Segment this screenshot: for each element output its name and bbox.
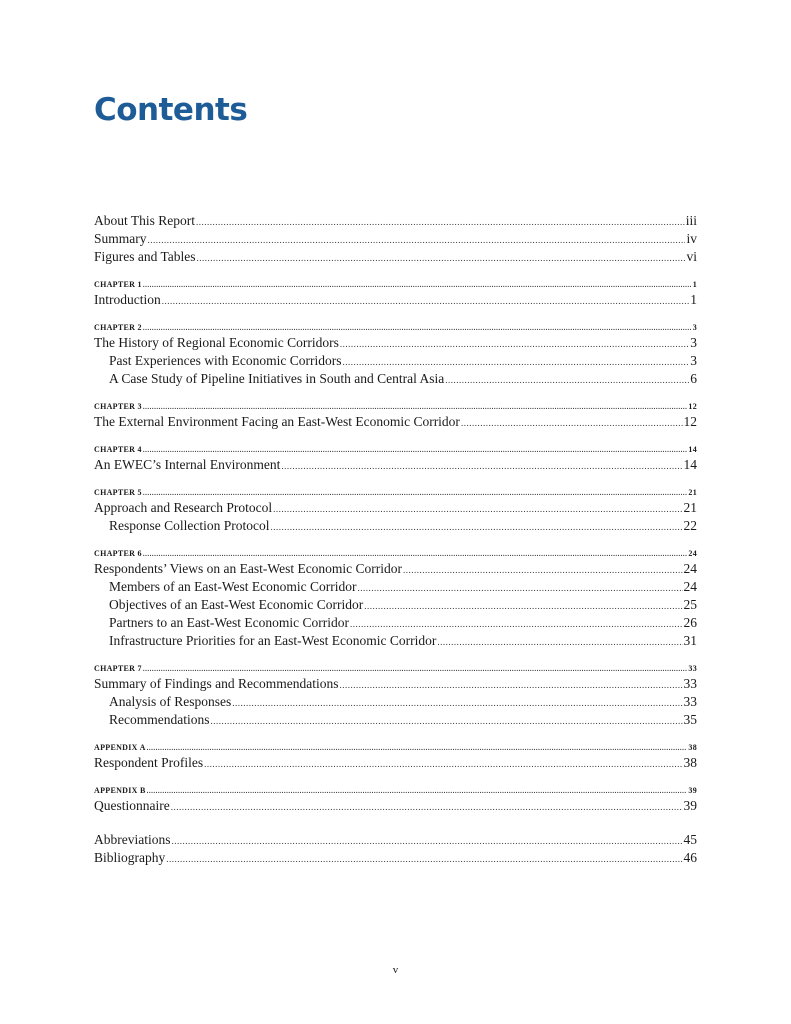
toc-entry[interactable]: [94, 413, 697, 431]
toc-entry-page: 3: [690, 335, 697, 350]
dot-leader: [210, 712, 682, 730]
toc-entry-label: Respondents’ Views on an East-West Economic Corridor: [94, 561, 403, 576]
chapter-heading[interactable]: [94, 322, 697, 334]
table-of-contents: [94, 212, 697, 867]
toc-subentry[interactable]: [94, 370, 697, 388]
toc-entry-page: 46: [683, 850, 697, 865]
chapter-heading[interactable]: [94, 279, 697, 291]
toc-entry[interactable]: [94, 230, 697, 248]
dot-leader: [364, 597, 682, 615]
toc-subentry[interactable]: [94, 596, 697, 614]
dot-leader: [143, 279, 692, 291]
dot-leader: [232, 694, 682, 712]
toc-entry[interactable]: [94, 334, 697, 352]
toc-subentry[interactable]: [94, 614, 697, 632]
toc-entry-label: Figures and Tables: [94, 249, 196, 264]
dot-leader: [143, 444, 688, 456]
dot-leader: [461, 414, 683, 432]
toc-entry-label: Summary: [94, 231, 147, 246]
toc-entry[interactable]: [94, 849, 697, 867]
chapter-heading[interactable]: [94, 444, 697, 456]
toc-entry-page: 12: [688, 402, 697, 411]
toc-entry-label: CHAPTER 1: [94, 280, 142, 289]
chapter-heading[interactable]: [94, 487, 697, 499]
toc-entry-label: Members of an East-West Economic Corridor: [109, 579, 357, 594]
toc-entry-label: CHAPTER 7: [94, 664, 142, 673]
chapter-heading[interactable]: [94, 742, 697, 754]
toc-entry-label: An EWEC’s Internal Environment: [94, 457, 281, 472]
toc-entry-page: 24: [683, 579, 697, 594]
toc-entry[interactable]: [94, 675, 697, 693]
toc-subentry[interactable]: [94, 693, 697, 711]
dot-leader: [143, 663, 688, 675]
toc-entry-page: 39: [688, 786, 697, 795]
toc-entry[interactable]: [94, 560, 697, 578]
toc-entry-page: 24: [683, 561, 697, 576]
toc-entry[interactable]: [94, 754, 697, 772]
dot-leader: [273, 500, 682, 518]
toc-subentry[interactable]: [94, 352, 697, 370]
toc-entry-label: Approach and Research Protocol: [94, 500, 273, 515]
toc-entry-page: 22: [683, 518, 697, 533]
toc-entry-page: 24: [688, 549, 697, 558]
toc-entry-page: 31: [683, 633, 697, 648]
page-number: v: [392, 964, 399, 976]
toc-entry-page: iii: [685, 213, 697, 228]
toc-subentry[interactable]: [94, 632, 697, 650]
toc-entry-page: 6: [690, 371, 697, 386]
toc-entry-page: 12: [683, 414, 697, 429]
toc-entry-label: About This Report: [94, 213, 195, 228]
toc-entry[interactable]: [94, 499, 697, 517]
toc-entry-label: Infrastructure Priorities for an East-West Economic Corridor: [109, 633, 437, 648]
toc-entry-page: 38: [688, 743, 697, 752]
toc-entry-page: 33: [688, 664, 697, 673]
chapter-heading[interactable]: [94, 401, 697, 413]
page-title: Contents: [94, 92, 248, 128]
toc-entry-page: 3: [690, 353, 697, 368]
toc-entry-page: iv: [686, 231, 697, 246]
toc-entry[interactable]: [94, 248, 697, 266]
dot-leader: [171, 798, 683, 816]
toc-entry-label: The External Environment Facing an East-West Economic Corridor: [94, 414, 460, 429]
dot-leader: [403, 561, 682, 579]
toc-entry-label: Bibliography: [94, 850, 166, 865]
toc-entry[interactable]: [94, 831, 697, 849]
dot-leader: [204, 755, 682, 773]
dot-leader: [357, 579, 682, 597]
dot-leader: [148, 231, 686, 249]
toc-entry-page: 14: [688, 445, 697, 454]
chapter-heading[interactable]: [94, 548, 697, 560]
dot-leader: [143, 487, 688, 499]
toc-entry-page: 25: [683, 597, 697, 612]
toc-entry-page: 1: [692, 280, 697, 289]
toc-entry-page: 45: [683, 832, 697, 847]
toc-entry-label: APPENDIX B: [94, 786, 146, 795]
toc-entry-page: vi: [686, 249, 697, 264]
chapter-heading[interactable]: [94, 785, 697, 797]
toc-entry-page: 3: [692, 323, 697, 332]
toc-entry-label: Respondent Profiles: [94, 755, 204, 770]
dot-leader: [342, 353, 689, 371]
toc-entry-page: 21: [688, 488, 697, 497]
toc-entry-page: 1: [690, 292, 697, 307]
toc-subentry[interactable]: [94, 517, 697, 535]
toc-entry-label: CHAPTER 2: [94, 323, 142, 332]
toc-entry-page: 21: [683, 500, 697, 515]
toc-entry[interactable]: [94, 797, 697, 815]
toc-entry-label: Introduction: [94, 292, 161, 307]
toc-entry-label: Response Collection Protocol: [109, 518, 270, 533]
toc-entry-page: 39: [683, 798, 697, 813]
toc-entry-label: Objectives of an East-West Economic Corridor: [109, 597, 364, 612]
dot-leader: [437, 633, 682, 651]
chapter-heading[interactable]: [94, 663, 697, 675]
toc-subentry[interactable]: [94, 578, 697, 596]
dot-leader: [445, 371, 689, 389]
toc-entry-page: 33: [683, 694, 697, 709]
toc-entry[interactable]: [94, 456, 697, 474]
toc-entry-label: APPENDIX A: [94, 743, 146, 752]
toc-entry-label: Partners to an East-West Economic Corridor: [109, 615, 349, 630]
toc-entry-page: 35: [683, 712, 697, 727]
dot-leader: [143, 401, 688, 413]
toc-entry-label: CHAPTER 5: [94, 488, 142, 497]
dot-leader: [339, 676, 682, 694]
toc-subentry[interactable]: [94, 711, 697, 729]
dot-leader: [162, 292, 690, 310]
toc-entry-label: Recommendations: [109, 712, 210, 727]
toc-entry-label: CHAPTER 3: [94, 402, 142, 411]
toc-entry[interactable]: [94, 291, 697, 309]
dot-leader: [172, 832, 683, 850]
dot-leader: [143, 322, 692, 334]
toc-entry[interactable]: [94, 212, 697, 230]
toc-entry-label: Questionnaire: [94, 798, 170, 813]
dot-leader: [143, 548, 688, 560]
toc-entry-label: Analysis of Responses: [109, 694, 232, 709]
toc-entry-label: A Case Study of Pipeline Initiatives in South and Central Asia: [109, 371, 445, 386]
dot-leader: [281, 457, 682, 475]
dot-leader: [196, 213, 685, 231]
toc-entry-page: 26: [683, 615, 697, 630]
toc-entry-label: CHAPTER 4: [94, 445, 142, 454]
toc-entry-label: Past Experiences with Economic Corridors: [109, 353, 342, 368]
dot-leader: [166, 850, 682, 868]
toc-entry-label: CHAPTER 6: [94, 549, 142, 558]
toc-entry-label: The History of Regional Economic Corridors: [94, 335, 339, 350]
dot-leader: [147, 785, 688, 797]
dot-leader: [340, 335, 689, 353]
dot-leader: [270, 518, 682, 536]
toc-entry-label: Abbreviations: [94, 832, 171, 847]
dot-leader: [350, 615, 683, 633]
toc-entry-page: 38: [683, 755, 697, 770]
toc-entry-label: Summary of Findings and Recommendations: [94, 676, 339, 691]
toc-entry-page: 33: [683, 676, 697, 691]
dot-leader: [147, 742, 688, 754]
toc-entry-page: 14: [683, 457, 697, 472]
dot-leader: [197, 249, 686, 267]
